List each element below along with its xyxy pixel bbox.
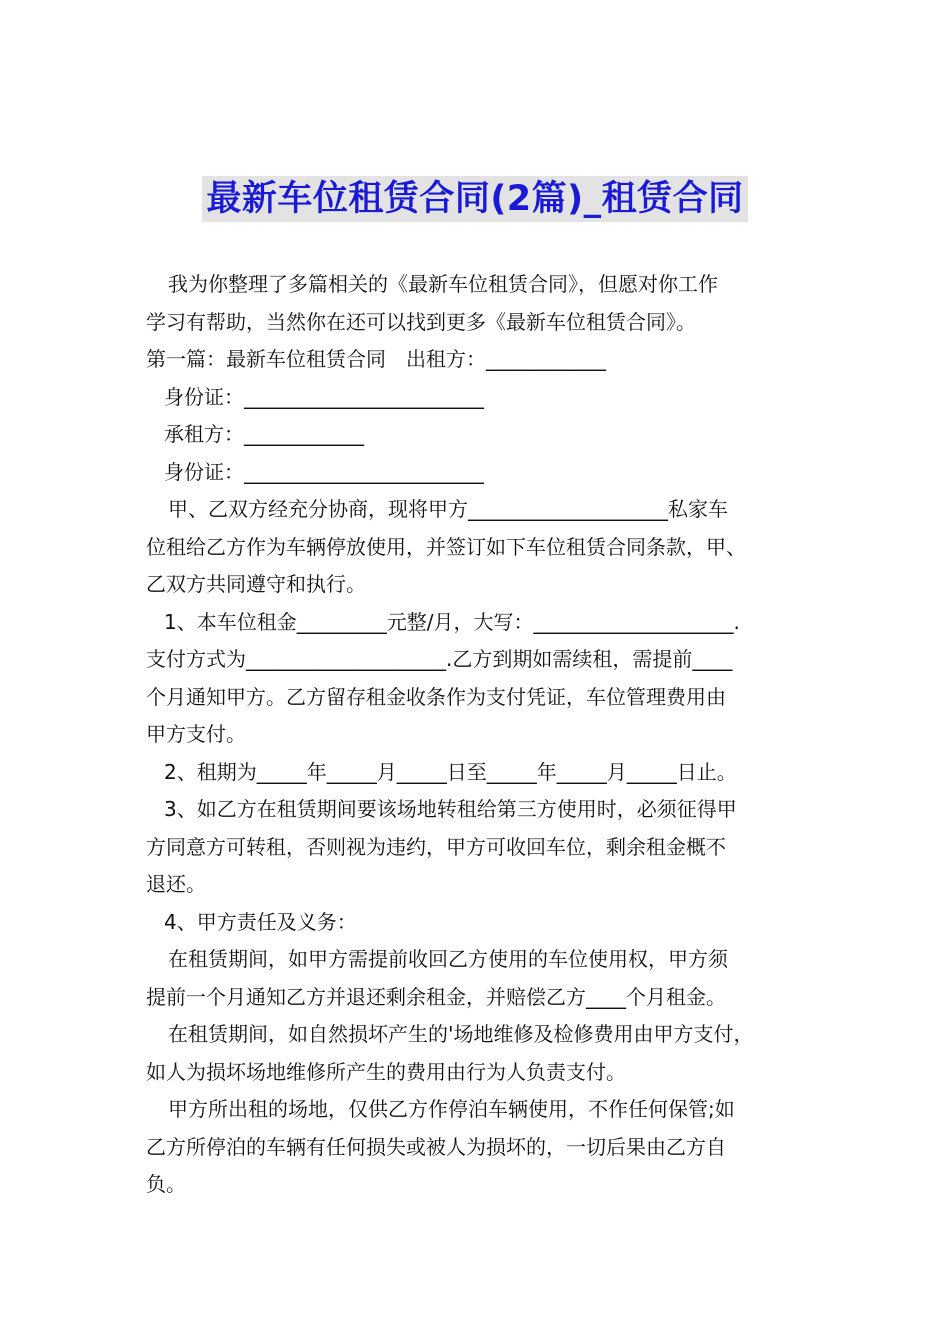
- agreement-line-2: 位租给乙方作为车辆停放使用，并签订如下车位租赁合同条款，甲、: [146, 534, 746, 559]
- agreement-line-1: 甲、乙双方经充分协商，现将甲方____________________私家车: [168, 497, 728, 521]
- clause-1-line-4: 甲方支付。: [146, 722, 246, 746]
- clause-4c-line-1: 甲方所出租的场地，仅供乙方作停泊车辆使用，不作任何保管;如: [168, 1097, 735, 1121]
- document-body: [146, 266, 826, 1204]
- clause-4b-line-2: 如人为损坏场地维修所产生的费用由行为人负责支付。: [146, 1059, 626, 1084]
- intro-line-2: 学习有帮助，当然你在还可以找到更多《最新车位租赁合同》。: [146, 309, 696, 334]
- clause-3-line-1: 3、如乙方在租赁期间要该场地转租给第三方使用时，必须征得甲: [164, 797, 737, 821]
- clause-4c-line-2: 乙方所停泊的车辆有任何损失或被人为损坏的，一切后果由乙方自: [146, 1134, 726, 1159]
- clause-4c-line-3: 负。: [146, 1172, 186, 1196]
- clause-1-line-1: 1、本车位租金_________元整/月，大写：____________________.: [164, 609, 740, 634]
- clause-4a-line-2: 提前一个月通知乙方并退还剩余租金，并赔偿乙方____个月租金。: [146, 984, 726, 1009]
- lessee-line: 承租方：____________: [164, 422, 364, 446]
- clause-3-line-3: 退还。: [146, 872, 206, 896]
- clause-2: 2、租期为_____年_____月_____日至_____年_____月_____日止。: [164, 759, 737, 784]
- document-title: 最新车位租赁合同(2篇)_租赁合同: [202, 176, 747, 222]
- clause-1-line-2: 支付方式为____________________.乙方到期如需续租，需提前____: [146, 647, 733, 671]
- part1-heading: 第一篇：最新车位租赁合同 出租方：____________: [146, 347, 606, 371]
- clause-1-line-3: 个月通知甲方。乙方留存租金收条作为支付凭证，车位管理费用由: [146, 684, 726, 709]
- clause-4-heading: 4、甲方责任及义务：: [164, 909, 357, 934]
- intro-line-1: 我为你整理了多篇相关的《最新车位租赁合同》，但愿对你工作: [168, 272, 718, 296]
- clause-4a-line-1: 在租赁期间，如甲方需提前收回乙方使用的车位使用权，甲方须: [168, 947, 728, 971]
- clause-4b-line-1: 在租赁期间，如自然损坏产生的'场地维修及检修费用由甲方支付，: [168, 1022, 754, 1046]
- agreement-line-3: 乙双方共同遵守和执行。: [146, 572, 366, 596]
- title-container: [0, 176, 950, 222]
- lessee-id-line: 身份证：________________________: [164, 459, 484, 484]
- clause-3-line-2: 方同意方可转租，否则视为违约，甲方可收回车位，剩余租金概不: [146, 834, 726, 859]
- lessor-id-line: 身份证：________________________: [164, 384, 484, 409]
